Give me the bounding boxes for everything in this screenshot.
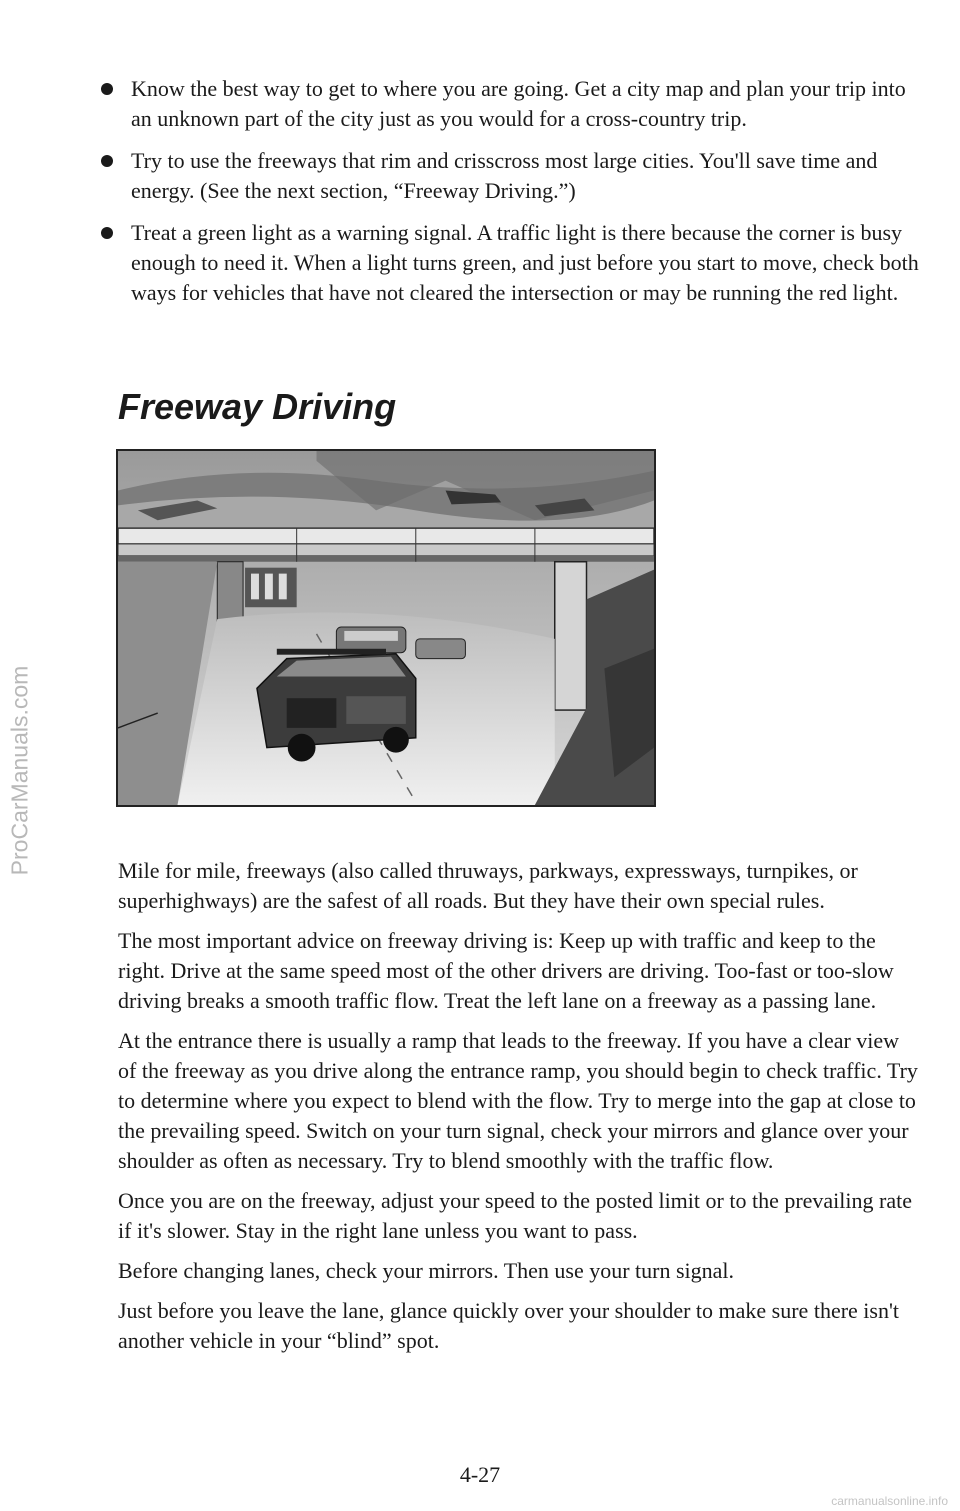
tip-item	[131, 74, 921, 134]
tip-text: Try to use the freeways that rim and crisscross most large cities. You'll save time and energy. (See the next section, “Freeway Driving.”)	[131, 148, 878, 203]
paragraph: The most important advice on freeway driving is: Keep up with traffic and keep to the right. Drive at the same speed most of the other drivers are driving. Too-fast or too-slow driving breaks a smooth traffic flow. Treat the left lane on a freeway as a passing lane.	[118, 928, 894, 1013]
watermark-text: ProCarManuals.com	[6, 665, 33, 875]
paragraph: Before changing lanes, check your mirrors. Then use your turn signal.	[118, 1258, 735, 1283]
tip-text: Know the best way to get to where you are going. Get a city map and plan your trip into an unknown part of the city just as you would for a cross-country trip.	[131, 76, 906, 131]
tip-item	[131, 218, 921, 308]
footer-watermark: carmanualsonline.info	[831, 1494, 948, 1508]
paragraph: Mile for mile, freeways (also called thruways, parkways, expressways, turnpikes, or superhighways) are the safest of all roads. But they have their own special rules.	[118, 858, 858, 913]
section-heading: Freeway Driving	[118, 386, 397, 427]
tip-item	[131, 146, 921, 206]
paragraph: Just before you leave the lane, glance quickly over your shoulder to make sure there isn't another vehicle in your “blind” spot.	[118, 1298, 900, 1353]
bullet-icon	[101, 155, 113, 167]
tip-text: Treat a green light as a warning signal. A traffic light is there because the corner is busy enough to need it. When a light turns green, and just before you start to move, check both ways for vehicles that have not cleared the intersection or may be running the red light.	[131, 220, 919, 305]
side-watermark	[2, 560, 38, 980]
freeway-overpass-image	[118, 451, 654, 805]
body-text	[118, 856, 920, 1366]
paragraph: At the entrance there is usually a ramp that leads to the freeway. If you have a clear view of the freeway as you drive along the entrance ramp, you should begin to check traffic. Try to determine where you expect to blend with the flow. Try to merge into the gap at close to the prevailing speed. Switch on your turn signal, check your mirrors and glance over your shoulder as often as necessary. Try to blend smoothly with the traffic flow.	[118, 1028, 918, 1173]
bullet-icon	[101, 83, 113, 95]
paragraph: Once you are on the freeway, adjust your speed to the posted limit or to the prevailing rate if it's slower. Stay in the right lane unless you want to pass.	[118, 1188, 912, 1243]
page-number: 4-27	[459, 1462, 501, 1487]
bullet-icon	[101, 227, 113, 239]
tips-list	[131, 74, 921, 320]
freeway-illustration	[116, 449, 656, 807]
